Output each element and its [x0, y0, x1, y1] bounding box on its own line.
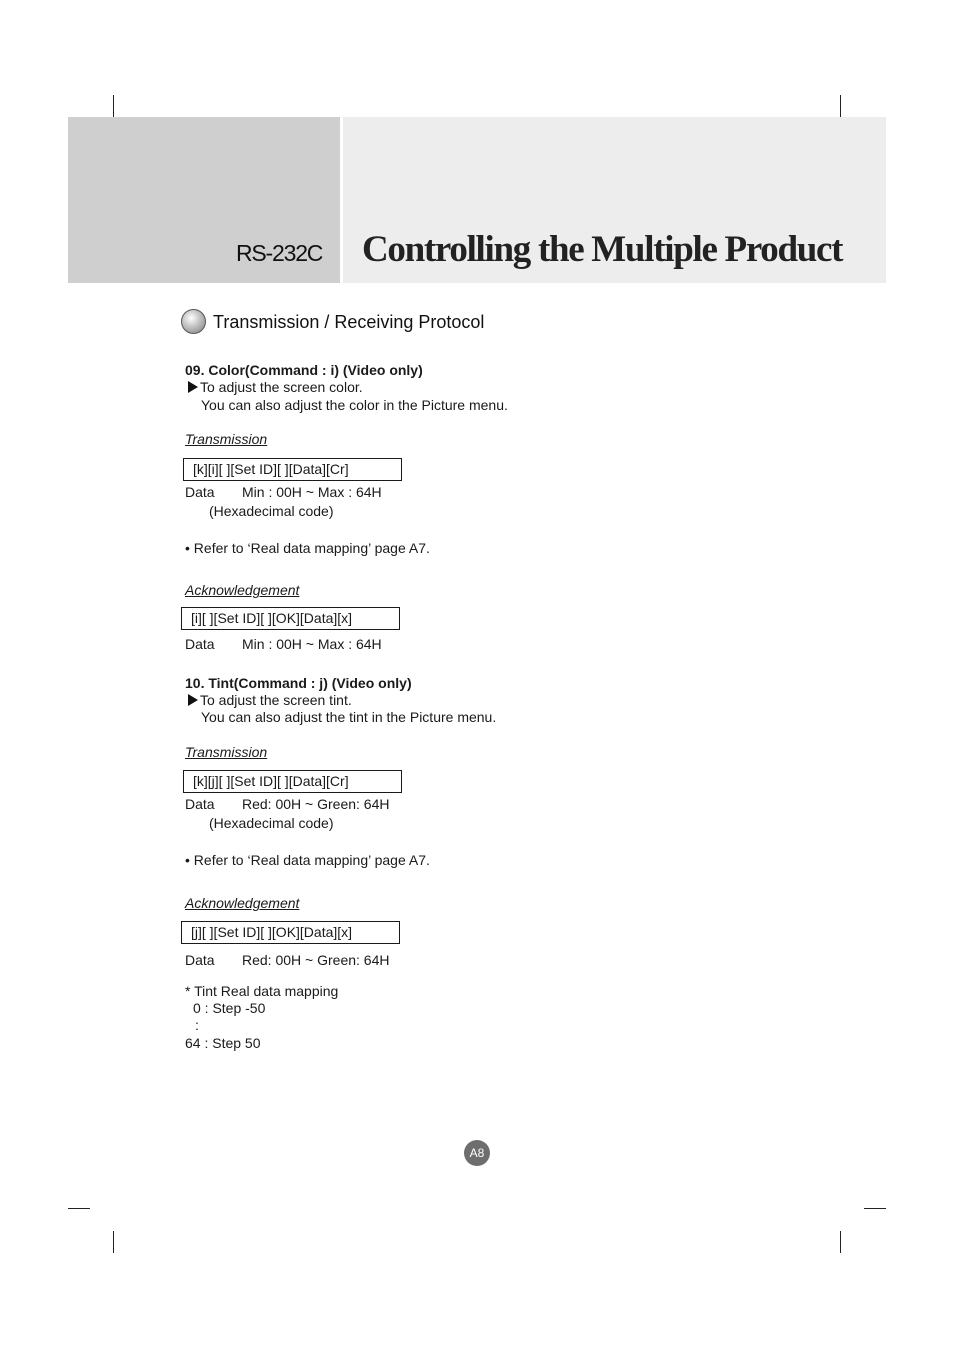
arrow-right-icon [188, 694, 198, 706]
page-number-badge: A8 [464, 1140, 490, 1166]
sphere-bullet-icon [181, 309, 206, 334]
color-desc-2: You can also adjust the color in the Picture menu. [201, 397, 508, 413]
tint-data-range: Red: 00H ~ Green: 64H [242, 796, 390, 812]
tint-ack-code: [j][ ][Set ID][ ][OK][Data][x] [181, 921, 400, 944]
color-data-range: Min : 00H ~ Max : 64H [242, 484, 382, 500]
color-desc-1: To adjust the screen color. [188, 379, 363, 396]
tint-ack-label: Acknowledgement [185, 895, 300, 911]
tint-mapping-line-3: 64 : Step 50 [185, 1035, 261, 1051]
tint-ack-data-range: Red: 00H ~ Green: 64H [242, 952, 390, 968]
crop-mark [113, 1231, 114, 1253]
subsection-title: Transmission / Receiving Protocol [213, 312, 485, 332]
color-refer: • Refer to ‘Real data mapping’ page A7. [185, 540, 430, 556]
color-heading: 09. Color(Command : i) (Video only) [185, 362, 423, 378]
page-title: Controlling the Multiple Product [362, 229, 843, 270]
color-data-label: Data [185, 484, 215, 500]
crop-mark [864, 1208, 886, 1209]
color-data-note: (Hexadecimal code) [209, 503, 334, 519]
tint-desc-2: You can also adjust the tint in the Picture menu. [201, 709, 497, 725]
crop-mark [840, 95, 841, 117]
crop-mark [68, 1208, 90, 1209]
tint-data-label: Data [185, 796, 215, 812]
tint-transmission-label: Transmission [185, 744, 268, 760]
color-transmission-code: [k][i][ ][Set ID][ ][Data][Cr] [183, 458, 402, 481]
tint-mapping-title: * Tint Real data mapping [185, 983, 339, 999]
tint-refer: • Refer to ‘Real data mapping’ page A7. [185, 852, 430, 868]
tint-desc-1: To adjust the screen tint. [188, 692, 352, 709]
arrow-right-icon [188, 381, 198, 393]
tint-transmission-code: [k][j][ ][Set ID][ ][Data][Cr] [183, 770, 402, 793]
color-ack-data-label: Data [185, 636, 215, 652]
tint-ack-data-label: Data [185, 952, 215, 968]
tint-mapping-line-2: : [195, 1017, 199, 1033]
tint-heading: 10. Tint(Command : j) (Video only) [185, 675, 412, 691]
section-tag: RS-232C [236, 240, 323, 266]
color-ack-code: [i][ ][Set ID][ ][OK][Data][x] [181, 607, 400, 630]
crop-mark [113, 95, 114, 117]
color-ack-label: Acknowledgement [185, 582, 300, 598]
crop-mark [840, 1231, 841, 1253]
color-ack-data-range: Min : 00H ~ Max : 64H [242, 636, 382, 652]
tint-data-note: (Hexadecimal code) [209, 815, 334, 831]
color-transmission-label: Transmission [185, 431, 268, 447]
tint-mapping-line-1: 0 : Step -50 [193, 1000, 266, 1016]
